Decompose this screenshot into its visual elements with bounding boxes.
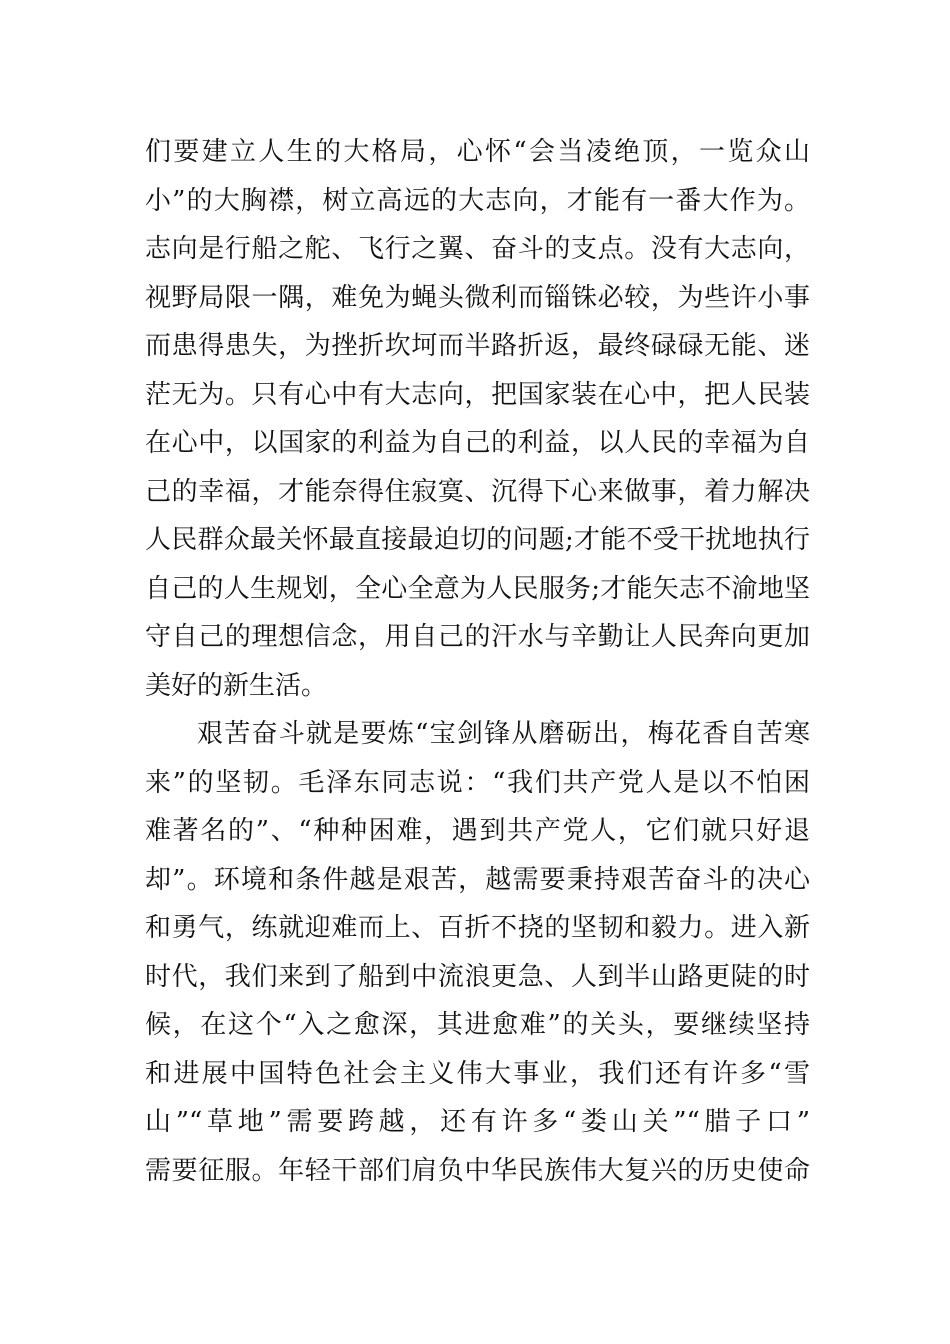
text-line: 而患得患失，为挫折坎坷而半路折返，最终碌碌无能、迷 <box>145 331 810 361</box>
text-line: 却”。环境和条件越是艰苦，越需要秉持艰苦奋斗的决心 <box>145 864 810 895</box>
text-line: 来”的坚韧。毛泽东同志说：“我们共产党人是以不怕困 <box>145 767 810 798</box>
text-line: 在心中，以国家的利益为自己的利益，以人民的幸福为自 <box>145 428 810 458</box>
text-line: 视野局限一隅，难免为蝇头微利而锱铢必较，为些许小事 <box>145 282 810 313</box>
text-line: 志向是行船之舵、飞行之翼、奋斗的支点。没有大志向， <box>145 234 810 264</box>
text-line: 守自己的理想信念，用自己的汗水与辛勤让人民奔向更加 <box>145 622 810 652</box>
text-line: 山”“草地”需要跨越，还有许多“娄山关”“腊子口” <box>145 1107 810 1137</box>
text-line: 和进展中国特色社会主义伟大事业，我们还有许多“雪 <box>145 1058 810 1089</box>
paragraph-2 <box>145 710 810 1195</box>
text-line: 难著名的”、“种种困难，遇到共产党人，它们就只好退 <box>145 816 810 846</box>
text-line: 们要建立人生的大格局，心怀“会当凌绝顶，一览众山 <box>145 137 810 167</box>
text-line: 时代，我们来到了船到中流浪更急、人到半山路更陡的时 <box>145 961 810 992</box>
text-line: 需要征服。年轻干部们肩负中华民族伟大复兴的历史使命 <box>145 1155 810 1186</box>
text-line: 自己的人生规划，全心全意为人民服务;才能矢志不渝地坚 <box>145 573 810 604</box>
text-line: 人民群众最关怀最直接最迫切的问题;才能不受干扰地执行 <box>145 525 810 555</box>
paragraph-1 <box>145 128 810 710</box>
text-line: 候，在这个“入之愈深，其进愈难”的关头，要继续坚持 <box>145 1010 810 1040</box>
text-line: 茫无为。只有心中有大志向，把国家装在心中，把人民装 <box>145 379 810 410</box>
text-line: 己的幸福，才能奈得住寂寞、沉得下心来做事，着力解决 <box>145 476 810 507</box>
text-line: 艰苦奋斗就是要炼“宝剑锋从磨砺出，梅花香自苦寒 <box>197 719 810 749</box>
body-text <box>145 128 810 1195</box>
text-line: 美好的新生活。 <box>145 670 328 701</box>
text-line: 小”的大胸襟，树立高远的大志向，才能有一番大作为。 <box>145 185 810 216</box>
text-line: 和勇气，练就迎难而上、百折不挠的坚韧和毅力。进入新 <box>145 913 810 943</box>
